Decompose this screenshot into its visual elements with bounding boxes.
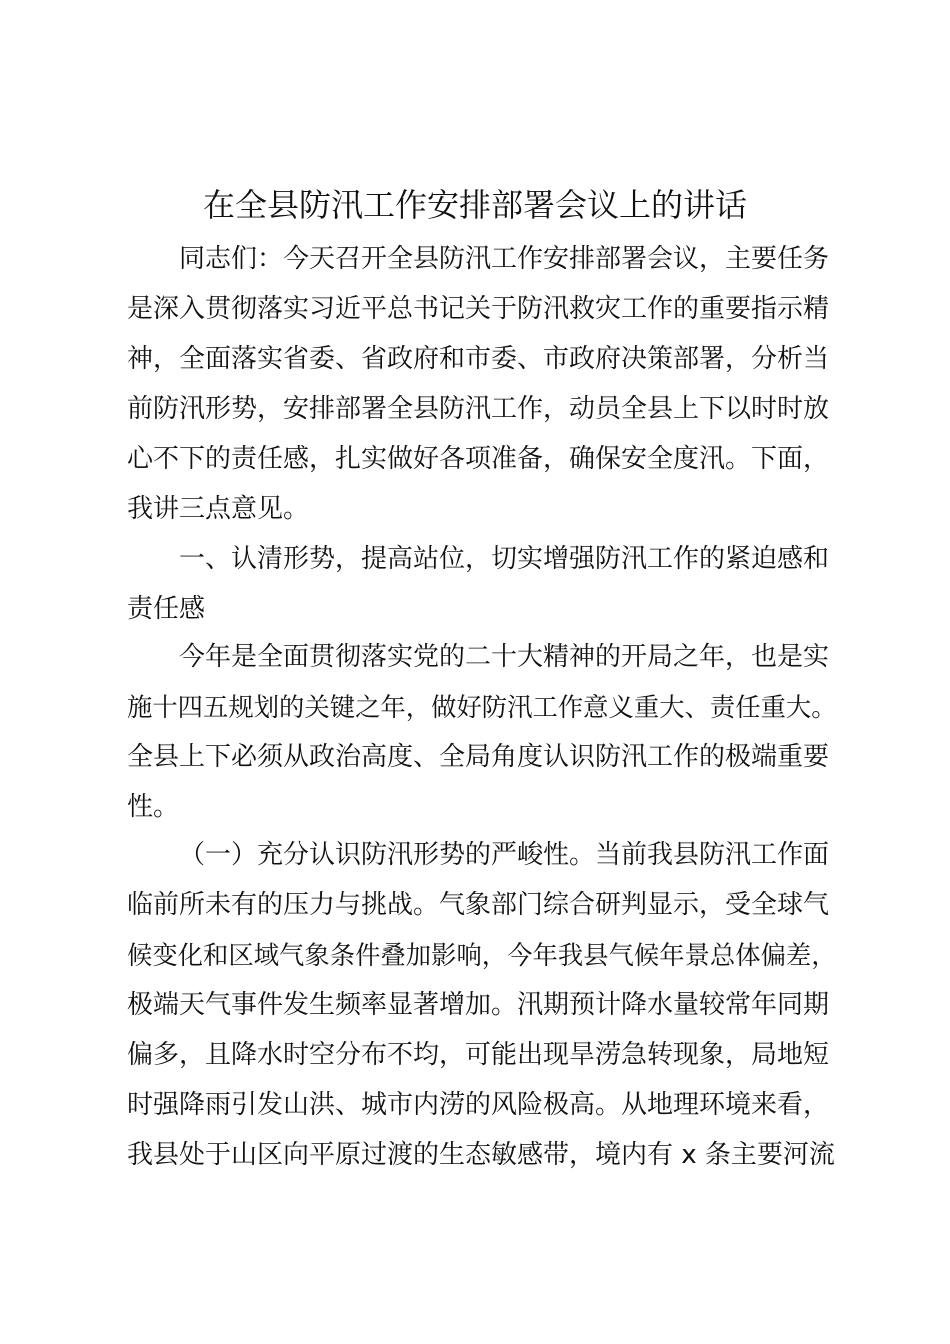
- text-line: 偏多，且降水时空分布不均，可能出现旱涝急转现象，局地短: [127, 1040, 830, 1070]
- paragraph-greeting: [127, 234, 837, 534]
- text-line: 一、认清形势，提高站位，切实增强防汛工作的紧迫感和: [179, 544, 830, 574]
- text-line: 责任感: [127, 594, 206, 624]
- text-line: 神，全面落实省委、省政府和市委、市政府决策部署，分析当: [127, 344, 830, 374]
- text-line: 今年是全面贯彻落实党的二十大精神的开局之年，也是实: [179, 642, 830, 672]
- text-line: 候变化和区域气象条件叠加影响，今年我县气候年景总体偏差，: [127, 940, 837, 970]
- text-line: 全县上下必须从政治高度、全局角度认识防汛工作的极端重要: [127, 742, 830, 772]
- text-line: 同志们：今天召开全县防汛工作安排部署会议，主要任务: [179, 244, 830, 274]
- text-line: 我讲三点意见。: [127, 494, 310, 524]
- text-line: （一）充分认识防汛形势的严峻性。当前我县防汛工作面: [179, 840, 830, 870]
- text-line: 是深入贯彻落实习近平总书记关于防汛救灾工作的重要指示精: [127, 294, 830, 324]
- text-line: 性。: [127, 792, 180, 822]
- text-line: 心不下的责任感，扎实做好各项准备，确保安全度汛。下面，: [127, 444, 830, 474]
- text-line: 时强降雨引发山洪、城市内涝的风险极高。从地理环境来看，: [127, 1090, 830, 1120]
- document-title: 在全县防汛工作安排部署会议上的讲话: [202, 186, 747, 224]
- text-line: 施十四五规划的关键之年，做好防汛工作意义重大、责任重大。: [127, 692, 837, 722]
- text-line: 临前所未有的压力与挑战。气象部门综合研判显示，受全球气: [127, 890, 830, 920]
- paragraph-subsection-one: [127, 830, 837, 1180]
- text-line: 极端天气事件发生频率显著增加。汛期预计降水量较常年同期: [127, 990, 830, 1020]
- paragraph-context: [127, 632, 837, 832]
- text-line: 前防汛形势，安排部署全县防汛工作，动员全县上下以时时放: [127, 394, 830, 424]
- text-line: 我县处于山区向平原过渡的生态敏感带，境内有 x 条主要河流: [127, 1140, 835, 1170]
- section-heading-one: [127, 534, 837, 634]
